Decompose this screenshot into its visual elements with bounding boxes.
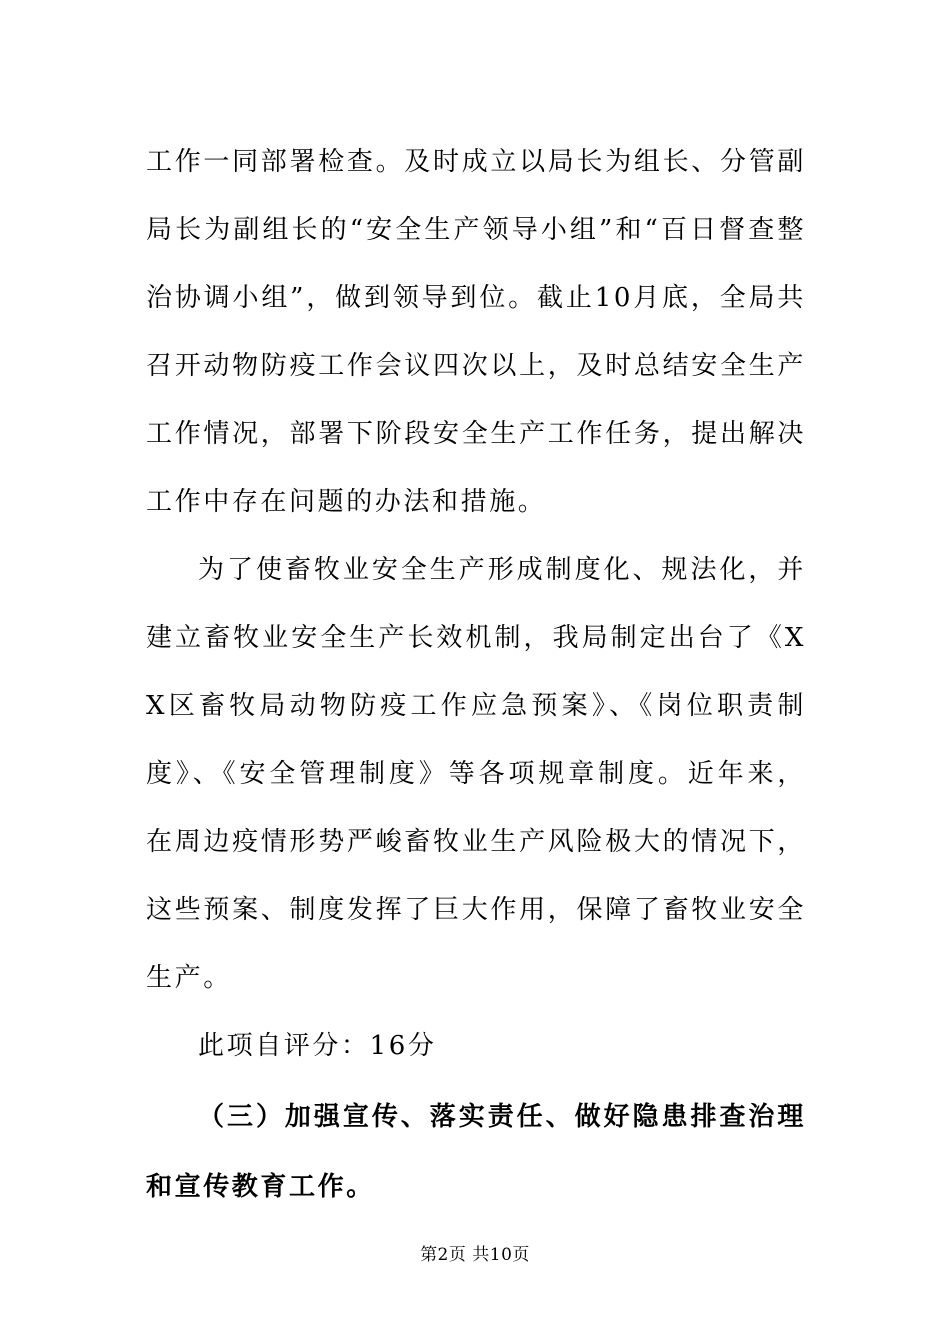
- document-body: [146, 128, 806, 1222]
- section-heading: （三）加强宣传、落实责任、做好隐患排查治理和宣传教育工作。: [146, 1102, 806, 1202]
- page-number-footer: 第2页 共10页: [420, 1245, 530, 1265]
- self-score-line: 此项自评分：16分: [198, 1031, 437, 1061]
- paragraph-continuation: 工作一同部署检查。及时成立以局长为组长、分管副局长为副组长的“安全生产领导小组”和“百日督查整治协调小组”，做到领导到位。截止10月底，全局共召开动物防疫工作会议四次以上，及时总结安全生产工作情况，部署下阶段安全生产工作任务，提出解决工作中存在问题的办法和措施。: [146, 147, 806, 517]
- paragraph-regulations: 为了使畜牧业安全生产形成制度化、规法化，并建立畜牧业安全生产长效机制，我局制定出台了《XX区畜牧局动物防疫工作应急预案》、《岗位职责制度》、《安全管理制度》等各项规章制度。近年来，在周边疫情形势严峻畜牧业生产风险极大的情况下，这些预案、制度发挥了巨大作用，保障了畜牧业安全生产。: [146, 555, 806, 993]
